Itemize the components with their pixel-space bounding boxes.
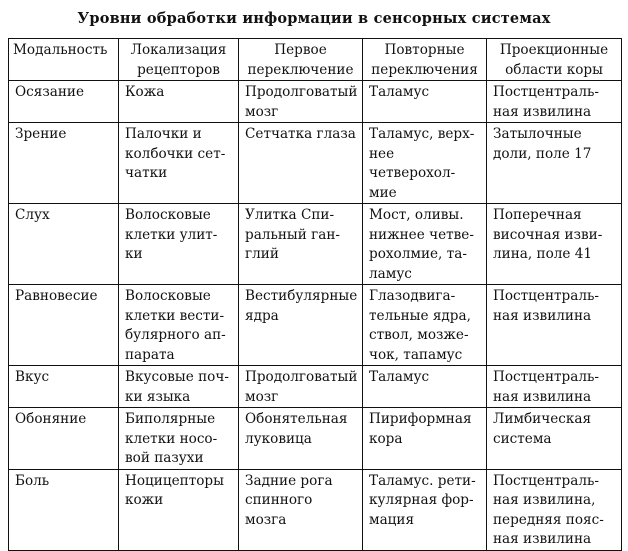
table-cell: Боль — [9, 469, 119, 550]
table-cell: Кожа — [119, 81, 239, 123]
table-cell: Продолговатый мозг — [239, 366, 363, 408]
table-cell: Сетчатка глаза — [239, 123, 363, 204]
table-row — [9, 204, 622, 285]
table-cell: Постцентраль- ная извилина — [487, 81, 622, 123]
table-cell: Осязание — [9, 81, 119, 123]
table-cell: Пириформная кора — [363, 408, 487, 470]
table-cell: Таламус, верх- нее четверохол- мие — [363, 123, 487, 204]
table-cell: Биполярные клетки носо- вой пазухи — [119, 408, 239, 470]
table-cell: Зрение — [9, 123, 119, 204]
table-row — [9, 408, 622, 470]
table-cell: Улитка Спи- ральный ган- глий — [239, 204, 363, 285]
table-cell: Поперечная височная изви- лина, поле 41 — [487, 204, 622, 285]
header-receptors: Локализация рецепторов — [119, 39, 239, 81]
table-cell: Обоняние — [9, 408, 119, 470]
table-cell: Волосковые клетки вести- булярного ап- парата — [119, 285, 239, 366]
header-modality: Модальность — [9, 39, 119, 81]
header-row — [9, 39, 622, 81]
table-cell: Палочки и колбочки сет- чатки — [119, 123, 239, 204]
table-row — [9, 81, 622, 123]
table-row — [9, 123, 622, 204]
table-cell: Таламус — [363, 366, 487, 408]
table-cell: Лимбическая система — [487, 408, 622, 470]
table-cell: Постцентраль- ная извилина — [487, 285, 622, 366]
table-cell: Волосковые клетки улит- ки — [119, 204, 239, 285]
table-cell: Слух — [9, 204, 119, 285]
header-repeat-switch: Повторные переключения — [363, 39, 487, 81]
table-cell: Затылочные доли, поле 17 — [487, 123, 622, 204]
table-cell: Равновесие — [9, 285, 119, 366]
table-row — [9, 366, 622, 408]
table-cell: Задние рога спинного мозга — [239, 469, 363, 550]
table-cell: Продолговатый мозг — [239, 81, 363, 123]
table-cell: Вестибулярные ядра — [239, 285, 363, 366]
table-cell: Глазодвига- тельные ядра, ствол, мозже- чок, тапамус — [363, 285, 487, 366]
header-first-switch: Первое переключение — [239, 39, 363, 81]
table-cell: Постцентраль- ная извилина, передняя пояс- ная извилина — [487, 469, 622, 550]
table-cell: Обонятельная луковица — [239, 408, 363, 470]
header-cortex: Проекционные области коры — [487, 39, 622, 81]
table-cell: Таламус — [363, 81, 487, 123]
table-title: Уровни обработки информации в сенсорных системах — [77, 10, 551, 27]
table-cell: Ноцицепторы кожи — [119, 469, 239, 550]
table-cell: Таламус. рети- кулярная фор- мация — [363, 469, 487, 550]
sensory-systems-table — [8, 38, 622, 551]
table-cell: Постцентраль- ная извилина — [487, 366, 622, 408]
table-cell: Вкусовые поч- ки языка — [119, 366, 239, 408]
table-row — [9, 285, 622, 366]
table-row — [9, 469, 622, 550]
table-cell: Вкус — [9, 366, 119, 408]
table-cell: Мост, оливы. нижнее четве- рохолмие, та- ламус — [363, 204, 487, 285]
